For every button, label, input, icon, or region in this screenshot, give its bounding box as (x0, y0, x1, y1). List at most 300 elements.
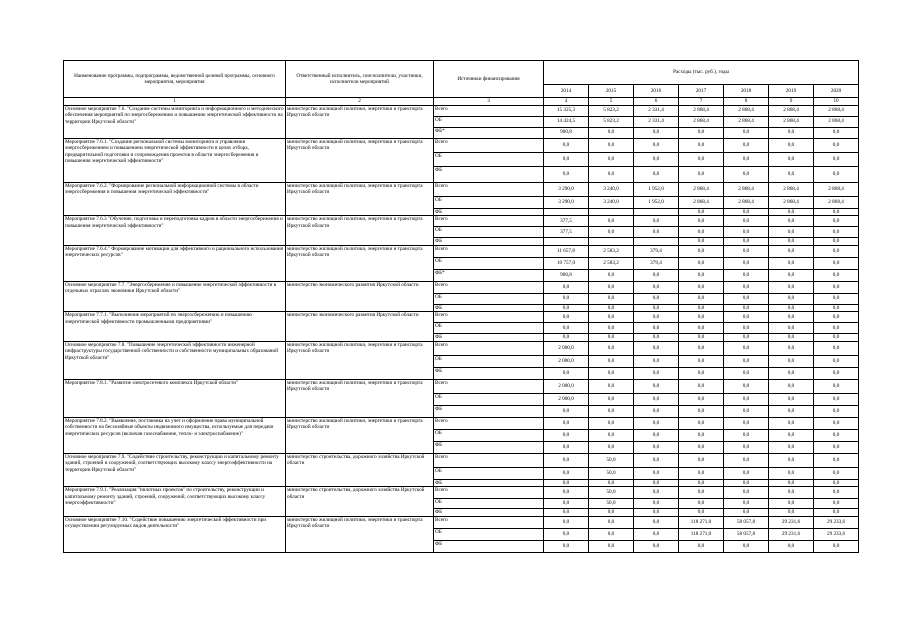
expense-value (634, 208, 679, 216)
expense-value: 0,0 (634, 453, 679, 467)
expense-value: 0,0 (814, 355, 859, 367)
expense-value: 0,0 (814, 341, 859, 355)
funding-source: ОБ (434, 323, 544, 334)
expense-value: 0,0 (589, 479, 634, 487)
expense-value: 0,0 (679, 417, 724, 429)
expense-value: 0,0 (769, 281, 814, 293)
table-row (64, 312, 859, 323)
expense-value: 0,0 (634, 429, 679, 441)
expense-value: 0,0 (769, 138, 814, 152)
expense-value: 0,0 (814, 499, 859, 509)
expense-value: 0,0 (769, 245, 814, 257)
expense-value: 0,0 (769, 417, 814, 429)
expense-value: 0,0 (769, 379, 814, 393)
expense-value: 0,0 (724, 312, 769, 323)
expense-value: 0,0 (814, 304, 859, 312)
expense-value: 29 233,6 (814, 516, 859, 528)
measure-name: Мероприятие 7.9.1. "Реализация "пилотных проектов" по строительству, реконструкции и капитальному ремонту зданий, строений, сооружений, соответствующих высокому классу энергоэффективности" (64, 487, 286, 517)
measure-name: Мероприятие 7.6.4." Формирование мотивации для эффективного и рационального использования энергетических ресурсов" (64, 245, 286, 281)
measure-name: Мероприятие 7.8.2. "Выявление, постановка на учет и оформление права муниципальной собственности на бесхозяйные объекты недвижимого имущества, используемые для передачи энергетических ресурсов (включая газоснабжение, тепло- и электроснабжение)" (64, 417, 286, 453)
expense-value: 58 057,8 (724, 516, 769, 528)
expense-value: 0,0 (724, 293, 769, 304)
expense-value (544, 208, 589, 216)
funding-source: ОБ (434, 429, 544, 441)
header-name: Наименование программы, подпрограммы, ведомственной целевой программы, основного мероприятия, мероприятия (64, 61, 286, 98)
expense-value: 0,0 (724, 227, 769, 238)
column-number: 5 (589, 98, 634, 106)
expense-value: 0,0 (814, 379, 859, 393)
funding-source: Всего (434, 487, 544, 499)
column-number: 2 (286, 98, 434, 106)
expense-value: 0,0 (769, 152, 814, 166)
table-row (64, 453, 859, 467)
expense-value: 0,0 (589, 528, 634, 540)
expense-value: 0,0 (589, 281, 634, 293)
expense-value: 0,0 (769, 441, 814, 453)
funding-source: ФБ (434, 441, 544, 453)
expense-value: 0,0 (769, 323, 814, 334)
measure-name: Основное мероприятие 7.10. "Содействие повышению энергетической эффективности при осуществлении регулируемых видов деятельности" (64, 516, 286, 552)
header-expenses: Расходы (тыс. руб.), годы (544, 61, 859, 85)
expense-value: 0,0 (589, 429, 634, 441)
expense-value: 0,0 (814, 152, 859, 166)
expense-value: 0,0 (544, 441, 589, 453)
expense-value: 58 057,8 (724, 528, 769, 540)
expense-value: 0,0 (544, 429, 589, 441)
expense-value: 0,0 (724, 509, 769, 517)
expense-value: 0,0 (544, 281, 589, 293)
funding-source: Всего (434, 138, 544, 152)
expense-value: 0,0 (814, 227, 859, 238)
expense-value: 0,0 (814, 509, 859, 517)
expense-value: 379,4 (634, 257, 679, 269)
expense-value: 0,0 (544, 323, 589, 334)
expense-value: 2 868,4 (814, 182, 859, 196)
expense-value: 0,0 (589, 216, 634, 227)
expense-value: 0,0 (544, 528, 589, 540)
expense-value: 10 757,0 (544, 257, 589, 269)
expense-value: 0,0 (589, 304, 634, 312)
funding-source: ОБ (434, 355, 544, 367)
expense-value: 0,0 (634, 127, 679, 138)
expense-value: 0,0 (814, 281, 859, 293)
expense-value: 0,0 (769, 453, 814, 467)
expense-value: 29 231,6 (769, 516, 814, 528)
expense-value: 0,0 (814, 540, 859, 552)
measure-executor: министерство жилищной политики, энергетики и транспорта Иркутской области (286, 379, 434, 417)
measure-executor: министерство жилищной политики, энергетики и транспорта Иркутской области (286, 516, 434, 552)
expense-value: 0,0 (769, 334, 814, 342)
expense-value: 0,0 (634, 367, 679, 379)
column-number: 3 (434, 98, 544, 106)
budget-table-page (63, 60, 858, 553)
expense-value: 0,0 (724, 269, 769, 281)
expense-value: 0,0 (724, 453, 769, 467)
expense-value: 0,0 (724, 216, 769, 227)
expense-value: 0,0 (634, 312, 679, 323)
expense-value: 0,0 (724, 355, 769, 367)
expense-value: 0,0 (814, 334, 859, 342)
funding-source: ФБ (434, 208, 544, 216)
expense-value: 0,0 (769, 479, 814, 487)
expense-value: 0,0 (724, 304, 769, 312)
expense-value: 0,0 (724, 341, 769, 355)
expense-value: 0,0 (679, 379, 724, 393)
expense-value: 0,0 (634, 152, 679, 166)
expense-value: 50,0 (589, 499, 634, 509)
expense-value: 2 868,4 (679, 105, 724, 116)
expense-value: 0,0 (634, 405, 679, 417)
expense-value: 0,0 (814, 441, 859, 453)
expense-value: 0,0 (679, 393, 724, 405)
funding-source: ФБ (434, 405, 544, 417)
expense-value: 0,0 (589, 540, 634, 552)
expense-value: 0,0 (634, 379, 679, 393)
expense-value: 0,0 (724, 379, 769, 393)
expense-value: 0,0 (769, 405, 814, 417)
expense-value: 0,0 (544, 312, 589, 323)
expense-value: 0,0 (589, 138, 634, 152)
expense-value: 0,0 (634, 393, 679, 405)
expense-value: 0,0 (679, 127, 724, 138)
table-row (64, 417, 859, 429)
expense-value: 0,0 (769, 166, 814, 182)
funding-source: Всего (434, 312, 544, 323)
expense-value: 0,0 (814, 323, 859, 334)
expense-value: 0,0 (769, 487, 814, 499)
expense-value: 0,0 (679, 334, 724, 342)
expense-value: 0,0 (679, 238, 724, 246)
expense-value: 14 424,5 (544, 116, 589, 127)
expense-value: 0,0 (544, 334, 589, 342)
expense-value: 2 000,0 (544, 379, 589, 393)
expense-value: 0,0 (634, 516, 679, 528)
expense-value: 0,0 (814, 429, 859, 441)
expense-value: 2 000,0 (544, 355, 589, 367)
expense-value: 1 952,0 (634, 182, 679, 196)
expense-value: 0,0 (679, 312, 724, 323)
expense-value: 2 583,2 (589, 257, 634, 269)
expense-value: 2 331,4 (634, 116, 679, 127)
expense-value: 0,0 (724, 367, 769, 379)
expense-value: 118 271,0 (679, 528, 724, 540)
expense-value: 0,0 (679, 355, 724, 367)
header-year: 2018 (724, 85, 769, 98)
expense-value: 0,0 (814, 393, 859, 405)
header-year: 2019 (769, 85, 814, 98)
expense-value: 0,0 (679, 281, 724, 293)
expense-value: 0,0 (589, 166, 634, 182)
funding-source: Всего (434, 182, 544, 196)
measure-executor: министерство экономического развития Иркутской области (286, 312, 434, 342)
expense-value: 0,0 (679, 227, 724, 238)
expense-value: 2 000,0 (544, 393, 589, 405)
expense-value: 50,0 (589, 453, 634, 467)
expense-value: 0,0 (589, 312, 634, 323)
funding-source: ФБ (434, 304, 544, 312)
expense-value: 0,0 (589, 441, 634, 453)
expense-value: 2 868,4 (679, 116, 724, 127)
header-year: 2016 (634, 85, 679, 98)
funding-source: ОБ (434, 293, 544, 304)
measure-name: Мероприятие 7.7.1. "Выполнение мероприятий по энергосбережению и повышению энергетической эффективности промышленными предприятиями" (64, 312, 286, 342)
measure-executor: министерство жилищной политики, энергетики и транспорта Иркутской области (286, 245, 434, 281)
header-source: Источники финансирования (434, 61, 544, 98)
expense-value: 0,0 (679, 341, 724, 355)
expense-value: 2 868,4 (814, 196, 859, 208)
expense-value: 0,0 (814, 269, 859, 281)
funding-source: ФБ* (434, 269, 544, 281)
measure-executor: министерство экономического развития Иркутской области (286, 281, 434, 312)
expense-value: 0,0 (724, 467, 769, 479)
expense-value: 0,0 (589, 367, 634, 379)
header-executor: Ответственный исполнитель, соисполнители, участники, исполнители мероприятий (286, 61, 434, 98)
expense-value: 0,0 (679, 487, 724, 499)
expense-value: 2 868,4 (724, 105, 769, 116)
expense-value: 0,0 (679, 479, 724, 487)
expense-value (589, 238, 634, 246)
table-row (64, 341, 859, 355)
funding-source: ФБ (434, 367, 544, 379)
expense-value: 0,0 (544, 138, 589, 152)
expense-value: 0,0 (634, 509, 679, 517)
expense-value: 0,0 (679, 453, 724, 467)
expense-value: 0,0 (589, 405, 634, 417)
expense-value: 0,0 (769, 257, 814, 269)
expense-value: 15 325,3 (544, 105, 589, 116)
expense-value: 0,0 (634, 281, 679, 293)
expense-value: 0,0 (634, 323, 679, 334)
expense-value: 0,0 (679, 152, 724, 166)
funding-source: ФБ (434, 334, 544, 342)
expense-value (634, 238, 679, 246)
expense-value: 2 868,4 (724, 182, 769, 196)
expense-value: 0,0 (769, 312, 814, 323)
expense-value: 0,0 (544, 152, 589, 166)
table-row (64, 216, 859, 227)
expense-value: 0,0 (769, 227, 814, 238)
measure-executor: министерство жилищной политики, энергетики и транспорта Иркутской области (286, 417, 434, 453)
funding-source: ОБ (434, 257, 544, 269)
expense-value: 0,0 (589, 355, 634, 367)
expense-value: 0,0 (769, 467, 814, 479)
expense-value: 2 868,4 (679, 196, 724, 208)
expense-value: 0,0 (679, 208, 724, 216)
expense-value: 0,0 (544, 367, 589, 379)
header-year: 2020 (814, 85, 859, 98)
expense-value: 2 868,4 (724, 196, 769, 208)
expense-value (544, 238, 589, 246)
funding-source: ФБ (434, 166, 544, 182)
expense-value: 0,0 (679, 166, 724, 182)
expense-value: 0,0 (679, 499, 724, 509)
funding-source: ОБ (434, 227, 544, 238)
expense-value: 0,0 (724, 499, 769, 509)
expense-value: 0,0 (724, 138, 769, 152)
expense-value: 0,0 (769, 216, 814, 227)
expense-value: 0,0 (769, 269, 814, 281)
expense-value: 0,0 (634, 355, 679, 367)
expense-value: 2 000,0 (544, 341, 589, 355)
expense-value: 11 657,8 (544, 245, 589, 257)
table-row (64, 245, 859, 257)
expense-value: 0,0 (544, 540, 589, 552)
expense-value: 2 868,4 (769, 196, 814, 208)
expense-value: 0,0 (814, 208, 859, 216)
funding-source: Всего (434, 281, 544, 293)
expense-value: 0,0 (589, 323, 634, 334)
expense-value: 0,0 (589, 417, 634, 429)
table-row (64, 182, 859, 196)
expense-value: 0,0 (769, 238, 814, 246)
expense-value: 2 583,2 (589, 245, 634, 257)
expense-value: 0,0 (679, 245, 724, 257)
expense-value: 118 271,0 (679, 516, 724, 528)
expense-value: 0,0 (589, 509, 634, 517)
expense-value: 0,0 (634, 441, 679, 453)
funding-source: Всего (434, 216, 544, 227)
expense-value: 0,0 (544, 499, 589, 509)
expense-value: 0,0 (544, 405, 589, 417)
expense-value: 0,0 (589, 127, 634, 138)
expense-value: 0,0 (544, 453, 589, 467)
column-number: 9 (769, 98, 814, 106)
measure-executor: министерство жилищной политики, энергетики и транспорта Иркутской области (286, 138, 434, 182)
expense-value: 0,0 (679, 405, 724, 417)
expense-value: 2 868,4 (724, 116, 769, 127)
expense-value: 0,0 (814, 405, 859, 417)
expense-value: 0,0 (634, 499, 679, 509)
expense-value: 0,0 (724, 208, 769, 216)
expense-value: 0,0 (544, 479, 589, 487)
expense-value: 377,5 (544, 216, 589, 227)
funding-source: Всего (434, 417, 544, 429)
expense-value: 0,0 (589, 393, 634, 405)
expense-value: 0,0 (814, 479, 859, 487)
expense-value: 50,0 (589, 487, 634, 499)
expense-value: 0,0 (634, 341, 679, 355)
expense-value: 50,0 (589, 467, 634, 479)
measure-executor: министерство жилищной политики, энергетики и транспорта Иркутской области (286, 105, 434, 138)
expense-value: 0,0 (544, 516, 589, 528)
measure-name: Мероприятие 7.6.1. "Создание региональной системы мониторинга и управления энергосбережением и повышением энергетической эффективности в целях отбора, предварительной подготовки и сопровождения проектов в области энергосбережения и повышения энергетической эффективности" (64, 138, 286, 182)
expense-value: 0,0 (724, 127, 769, 138)
expense-value: 0,0 (769, 509, 814, 517)
expense-value: 3 290,0 (544, 196, 589, 208)
expense-value: 0,0 (724, 166, 769, 182)
expense-value: 0,0 (724, 245, 769, 257)
expense-value: 0,0 (724, 257, 769, 269)
expense-value: 3 290,0 (544, 182, 589, 196)
expense-value: 0,0 (769, 304, 814, 312)
expense-value: 0,0 (814, 257, 859, 269)
header-year: 2017 (679, 85, 724, 98)
measure-name: Основное мероприятие 7.9. "Содействие строительству, реконструкции и капитальному ремонту зданий, строений и сооружений, соответствующих высокому классу энергоэффективности на территории Иркутской области" (64, 453, 286, 487)
expense-value: 29 231,6 (769, 528, 814, 540)
expense-value: 0,0 (724, 334, 769, 342)
funding-source: Всего (434, 379, 544, 393)
expense-value: 0,0 (634, 166, 679, 182)
table-row (64, 487, 859, 499)
column-number: 10 (814, 98, 859, 106)
expense-value: 2 868,4 (769, 182, 814, 196)
expense-value: 0,0 (769, 540, 814, 552)
expense-value: 0,0 (634, 467, 679, 479)
funding-source: ФБ (434, 238, 544, 246)
column-number: 7 (679, 98, 724, 106)
table-row (64, 516, 859, 528)
column-number: 8 (724, 98, 769, 106)
expense-value: 0,0 (634, 528, 679, 540)
expense-value: 3 240,0 (589, 196, 634, 208)
expense-value: 0,0 (769, 293, 814, 304)
expense-value: 0,0 (724, 441, 769, 453)
funding-source: ФБ (434, 509, 544, 517)
table-row (64, 138, 859, 152)
expense-value: 0,0 (814, 138, 859, 152)
expense-value: 0,0 (769, 499, 814, 509)
expense-value: 0,0 (769, 355, 814, 367)
expense-value: 0,0 (769, 127, 814, 138)
expense-value: 900,8 (544, 269, 589, 281)
expense-value: 0,0 (814, 127, 859, 138)
expense-value: 2 868,4 (679, 182, 724, 196)
expense-value: 0,0 (634, 334, 679, 342)
expense-value: 0,0 (814, 453, 859, 467)
expense-value: 0,0 (814, 367, 859, 379)
expense-value: 0,0 (679, 293, 724, 304)
measure-name: Мероприятие 7.8.1. "Развитие электросетевого комплекса Иркутской области" (64, 379, 286, 417)
measure-executor: министерство жилищной политики, энергетики и транспорта Иркутской области (286, 216, 434, 246)
column-number: 4 (544, 98, 589, 106)
funding-source: ФБ (434, 479, 544, 487)
expense-value: 0,0 (589, 379, 634, 393)
expense-value: 1 952,0 (634, 196, 679, 208)
expense-value: 0,0 (724, 281, 769, 293)
measure-executor: министерство строительства, дорожного хозяйства Иркутской области (286, 487, 434, 517)
expense-value: 2 868,4 (814, 105, 859, 116)
expense-value: 0,0 (769, 393, 814, 405)
expense-value: 0,0 (769, 208, 814, 216)
expense-value: 0,0 (814, 216, 859, 227)
expense-value: 0,0 (679, 540, 724, 552)
expense-value: 2 331,4 (634, 105, 679, 116)
expense-value: 0,0 (679, 509, 724, 517)
expense-value: 0,0 (724, 417, 769, 429)
expense-value: 0,0 (634, 304, 679, 312)
expense-value: 0,0 (544, 293, 589, 304)
expense-value: 2 868,4 (769, 116, 814, 127)
expense-value: 0,0 (589, 293, 634, 304)
expense-value: 0,0 (769, 341, 814, 355)
expense-value: 0,0 (634, 487, 679, 499)
table-row (64, 105, 859, 116)
expense-value: 0,0 (724, 393, 769, 405)
expense-value: 0,0 (679, 429, 724, 441)
expense-value: 0,0 (814, 293, 859, 304)
expense-value: 0,0 (544, 166, 589, 182)
expense-value: 0,0 (634, 269, 679, 281)
expense-value: 0,0 (589, 227, 634, 238)
measure-executor: министерство жилищной политики, энергетики и транспорта Иркутской области (286, 341, 434, 379)
expense-value: 5 823,2 (589, 116, 634, 127)
column-number: 6 (634, 98, 679, 106)
expense-value: 0,0 (814, 166, 859, 182)
column-number: 1 (64, 98, 286, 106)
expense-value: 2 868,4 (769, 105, 814, 116)
table-row (64, 281, 859, 293)
expense-value: 0,0 (724, 323, 769, 334)
